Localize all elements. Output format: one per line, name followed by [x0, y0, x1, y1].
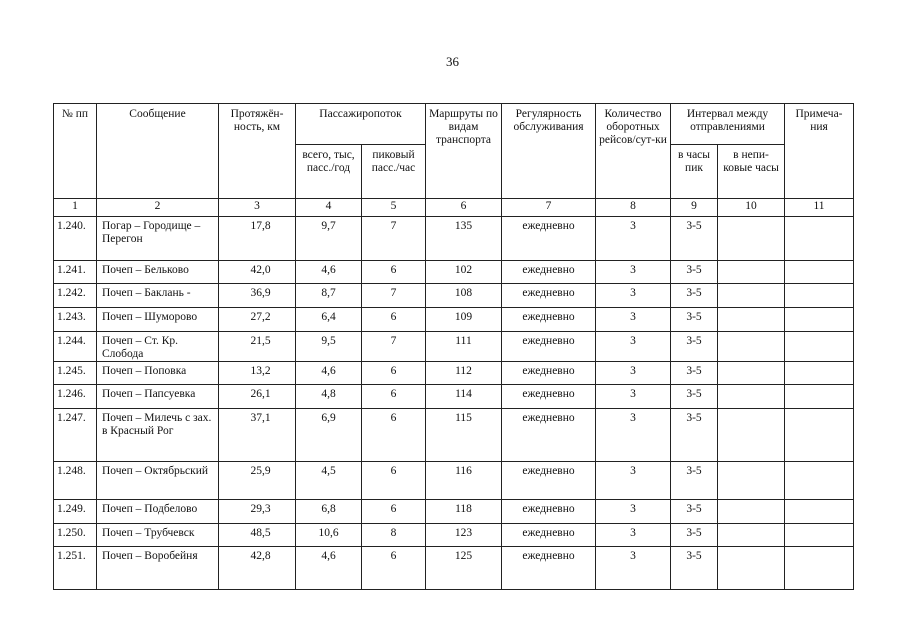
- cell-trips: 3: [596, 217, 671, 261]
- cell-regularity: ежедневно: [502, 500, 596, 524]
- cell-interval-offpeak: [718, 524, 785, 547]
- cell-length: 42,8: [219, 547, 296, 590]
- cell-regularity: ежедневно: [502, 308, 596, 332]
- cell-flow-peak: 7: [362, 332, 426, 362]
- cell-trips: 3: [596, 261, 671, 284]
- cell-notes: [785, 524, 854, 547]
- cell-flow-total: 10,6: [296, 524, 362, 547]
- cell-routes: 109: [426, 308, 502, 332]
- cell-regularity: ежедневно: [502, 409, 596, 462]
- cell-trips: 3: [596, 332, 671, 362]
- cell-notes: [785, 217, 854, 261]
- cell-length: 26,1: [219, 385, 296, 409]
- column-number: 6: [426, 199, 502, 217]
- table-row: [54, 332, 854, 362]
- cell-num: 1.240.: [54, 217, 97, 261]
- cell-length: 13,2: [219, 362, 296, 385]
- cell-flow-peak: 6: [362, 261, 426, 284]
- cell-flow-total: 9,5: [296, 332, 362, 362]
- cell-flow-total: 4,6: [296, 362, 362, 385]
- column-number: 11: [785, 199, 854, 217]
- cell-interval-peak: 3-5: [671, 385, 718, 409]
- cell-num: 1.244.: [54, 332, 97, 362]
- header-interval-peak: в часы пик: [671, 145, 718, 199]
- cell-notes: [785, 409, 854, 462]
- cell-flow-peak: 6: [362, 308, 426, 332]
- cell-route: Почеп – Трубчевск: [97, 524, 219, 547]
- header-notes: Примеча-ния: [785, 104, 854, 199]
- cell-regularity: ежедневно: [502, 385, 596, 409]
- cell-flow-peak: 6: [362, 500, 426, 524]
- cell-regularity: ежедневно: [502, 261, 596, 284]
- table-row: [54, 308, 854, 332]
- cell-length: 37,1: [219, 409, 296, 462]
- page-number: 36: [446, 54, 459, 69]
- cell-routes: 111: [426, 332, 502, 362]
- cell-notes: [785, 462, 854, 500]
- cell-flow-total: 4,6: [296, 547, 362, 590]
- cell-notes: [785, 332, 854, 362]
- cell-flow-peak: 6: [362, 362, 426, 385]
- cell-trips: 3: [596, 385, 671, 409]
- cell-interval-offpeak: [718, 500, 785, 524]
- cell-flow-peak: 6: [362, 462, 426, 500]
- cell-num: 1.243.: [54, 308, 97, 332]
- cell-num: 1.241.: [54, 261, 97, 284]
- cell-regularity: ежедневно: [502, 217, 596, 261]
- header-interval-offpeak: в непи-ковые часы: [718, 145, 785, 199]
- header-flow-total: всего, тыс, пасс./год: [296, 145, 362, 199]
- cell-regularity: ежедневно: [502, 547, 596, 590]
- table-row: [54, 500, 854, 524]
- table-header: [54, 104, 854, 217]
- cell-route: Почеп – Баклань -: [97, 284, 219, 308]
- cell-length: 36,9: [219, 284, 296, 308]
- column-number: 10: [718, 199, 785, 217]
- column-number: 4: [296, 199, 362, 217]
- cell-routes: 102: [426, 261, 502, 284]
- cell-regularity: ежедневно: [502, 524, 596, 547]
- column-number: 8: [596, 199, 671, 217]
- cell-flow-total: 4,5: [296, 462, 362, 500]
- cell-flow-peak: 7: [362, 217, 426, 261]
- cell-num: 1.242.: [54, 284, 97, 308]
- cell-interval-peak: 3-5: [671, 362, 718, 385]
- cell-interval-peak: 3-5: [671, 332, 718, 362]
- cell-num: 1.248.: [54, 462, 97, 500]
- cell-num: 1.246.: [54, 385, 97, 409]
- header-routes-by-type: Маршруты по видам транспорта: [426, 104, 502, 199]
- column-number: 2: [97, 199, 219, 217]
- table-row: [54, 462, 854, 500]
- cell-interval-peak: 3-5: [671, 462, 718, 500]
- cell-flow-peak: 6: [362, 409, 426, 462]
- cell-route: Почеп – Бельково: [97, 261, 219, 284]
- cell-interval-offpeak: [718, 362, 785, 385]
- cell-trips: 3: [596, 524, 671, 547]
- cell-interval-offpeak: [718, 409, 785, 462]
- cell-routes: 115: [426, 409, 502, 462]
- cell-length: 48,5: [219, 524, 296, 547]
- cell-interval-offpeak: [718, 217, 785, 261]
- routes-table: [53, 103, 854, 590]
- cell-interval-peak: 3-5: [671, 308, 718, 332]
- cell-route: Почеп – Шуморово: [97, 308, 219, 332]
- header-passenger-flow: Пассажиропоток: [296, 104, 426, 145]
- cell-flow-peak: 7: [362, 284, 426, 308]
- cell-trips: 3: [596, 308, 671, 332]
- cell-notes: [785, 385, 854, 409]
- cell-trips: 3: [596, 409, 671, 462]
- header-trips: Количество оборотных рейсов/сут-ки: [596, 104, 671, 199]
- table-row: [54, 261, 854, 284]
- cell-length: 27,2: [219, 308, 296, 332]
- cell-num: 1.247.: [54, 409, 97, 462]
- cell-notes: [785, 362, 854, 385]
- cell-num: 1.249.: [54, 500, 97, 524]
- cell-trips: 3: [596, 362, 671, 385]
- column-number: 7: [502, 199, 596, 217]
- cell-length: 29,3: [219, 500, 296, 524]
- cell-flow-total: 9,7: [296, 217, 362, 261]
- cell-interval-offpeak: [718, 308, 785, 332]
- cell-trips: 3: [596, 547, 671, 590]
- table-row: [54, 362, 854, 385]
- column-number: 1: [54, 199, 97, 217]
- cell-flow-total: 6,9: [296, 409, 362, 462]
- table-row: [54, 385, 854, 409]
- header-regularity: Регулярность обслуживания: [502, 104, 596, 199]
- cell-route: Почеп – Поповка: [97, 362, 219, 385]
- table-row: [54, 284, 854, 308]
- table-row: [54, 524, 854, 547]
- cell-interval-offpeak: [718, 261, 785, 284]
- cell-notes: [785, 547, 854, 590]
- cell-notes: [785, 284, 854, 308]
- cell-routes: 112: [426, 362, 502, 385]
- cell-flow-total: 4,6: [296, 261, 362, 284]
- cell-flow-total: 6,8: [296, 500, 362, 524]
- cell-interval-peak: 3-5: [671, 547, 718, 590]
- cell-trips: 3: [596, 284, 671, 308]
- cell-interval-peak: 3-5: [671, 524, 718, 547]
- header-flow-peak: пиковый пасс./час: [362, 145, 426, 199]
- cell-interval-peak: 3-5: [671, 284, 718, 308]
- cell-route: Почеп – Воробейня: [97, 547, 219, 590]
- cell-interval-offpeak: [718, 462, 785, 500]
- header-route: Сообщение: [97, 104, 219, 199]
- cell-num: 1.250.: [54, 524, 97, 547]
- table-row: [54, 409, 854, 462]
- table-body: [54, 217, 854, 590]
- cell-routes: 118: [426, 500, 502, 524]
- cell-flow-total: 6,4: [296, 308, 362, 332]
- cell-routes: 114: [426, 385, 502, 409]
- table-row: [54, 217, 854, 261]
- cell-route: Почеп – Папсуевка: [97, 385, 219, 409]
- cell-interval-offpeak: [718, 332, 785, 362]
- cell-interval-offpeak: [718, 284, 785, 308]
- cell-regularity: ежедневно: [502, 332, 596, 362]
- cell-route: Почеп – Октябрьский: [97, 462, 219, 500]
- cell-num: 1.251.: [54, 547, 97, 590]
- cell-interval-peak: 3-5: [671, 500, 718, 524]
- cell-flow-total: 8,7: [296, 284, 362, 308]
- cell-length: 21,5: [219, 332, 296, 362]
- cell-notes: [785, 261, 854, 284]
- cell-regularity: ежедневно: [502, 462, 596, 500]
- cell-trips: 3: [596, 500, 671, 524]
- cell-route: Погар – Городище – Перегон: [97, 217, 219, 261]
- column-numbers-row: [54, 199, 854, 217]
- cell-regularity: ежедневно: [502, 284, 596, 308]
- cell-flow-total: 4,8: [296, 385, 362, 409]
- cell-length: 17,8: [219, 217, 296, 261]
- table-row: [54, 547, 854, 590]
- cell-notes: [785, 500, 854, 524]
- cell-flow-peak: 6: [362, 385, 426, 409]
- cell-interval-offpeak: [718, 385, 785, 409]
- cell-length: 42,0: [219, 261, 296, 284]
- cell-routes: 123: [426, 524, 502, 547]
- cell-routes: 135: [426, 217, 502, 261]
- cell-route: Почеп – Подбелово: [97, 500, 219, 524]
- cell-flow-peak: 6: [362, 547, 426, 590]
- column-number: 5: [362, 199, 426, 217]
- cell-interval-peak: 3-5: [671, 409, 718, 462]
- cell-route: Почеп – Милечь с зах. в Красный Рог: [97, 409, 219, 462]
- cell-routes: 108: [426, 284, 502, 308]
- cell-routes: 125: [426, 547, 502, 590]
- cell-notes: [785, 308, 854, 332]
- cell-interval-offpeak: [718, 547, 785, 590]
- column-number: 9: [671, 199, 718, 217]
- cell-routes: 116: [426, 462, 502, 500]
- cell-flow-peak: 8: [362, 524, 426, 547]
- cell-regularity: ежедневно: [502, 362, 596, 385]
- column-number: 3: [219, 199, 296, 217]
- cell-num: 1.245.: [54, 362, 97, 385]
- cell-length: 25,9: [219, 462, 296, 500]
- cell-trips: 3: [596, 462, 671, 500]
- cell-interval-peak: 3-5: [671, 217, 718, 261]
- cell-interval-peak: 3-5: [671, 261, 718, 284]
- header-interval: Интервал между отправлениями: [671, 104, 785, 145]
- header-num: № пп: [54, 104, 97, 199]
- header-length: Протяжён-ность, км: [219, 104, 296, 199]
- cell-route: Почеп – Ст. Кр. Слобода: [97, 332, 219, 362]
